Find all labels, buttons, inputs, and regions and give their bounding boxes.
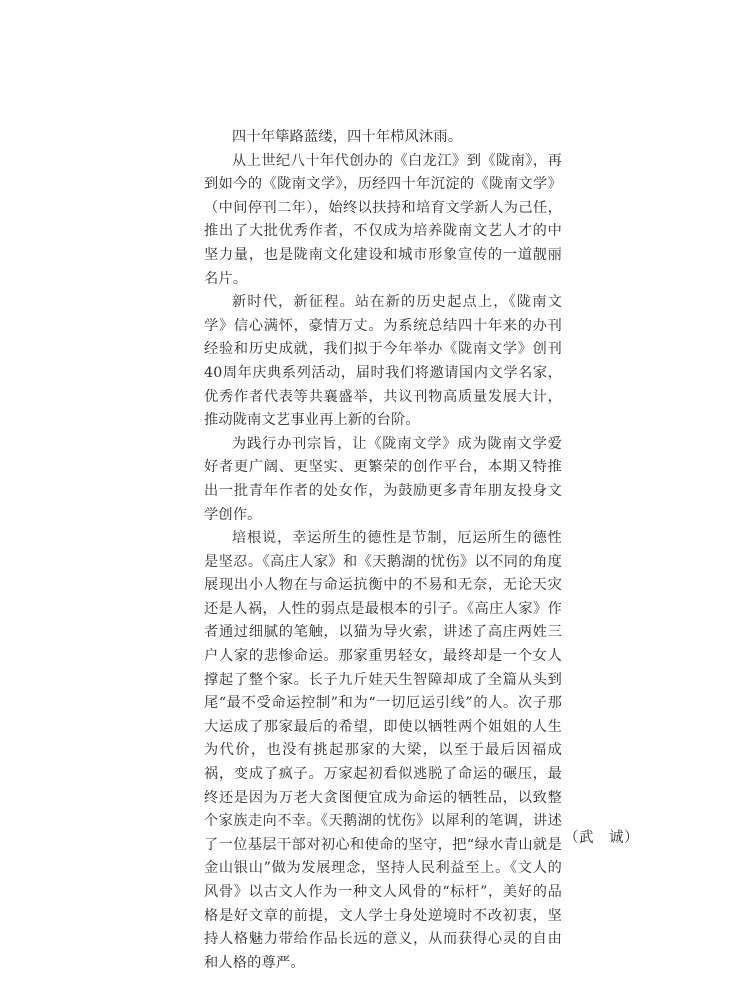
paragraph-5: 培根说，幸运所生的德性是节制，厄运所生的德性是坚忍。《高庄人家》和《天鹅湖的忧伤》以不同的角度展现出小人物在与命运抗衡中的不易和无奈，无论天灾还是人祸，人性的弱点是最根本的引子。《高庄人家》作者通过细腻的笔触，以猫为导火索，讲述了高庄两姓三户人家的悲惨命运。那家重男轻女，最终却是一个女人撑起了整个家。长子九斤娃天生智障却成了全篇从头到尾“最不受命运控制”和为“一切厄运引线”的人。次子那大运成了那家最后的希望，即使以牺牲两个姐姐的人生为代价，也没有挑起那家的大梁，以至于最后因福成祸，变成了疯子。万家起初看似逃脱了命运的碾压，最终还是因为万老大贪图便宜成为命运的牺牲品，以致整个家族走向不幸。《天鹅湖的忧伤》以犀利的笔调，讲述了一位基层干部对初心和使命的坚守，把“绿水青山就是金山银山”做为发展理念，坚持人民利益至上。《文人的风骨》以古文人作为一种文人风骨的“标杆”，美好的品格是好文章的前提，文人学士身处逆境时不改初衷，坚持人格魅力带给作品长远的意义，从而获得心灵的自由和人格的尊严。 (204, 530, 562, 971)
paragraph-1: 四十年筚路蓝缕，四十年栉风沐雨。 (232, 129, 463, 145)
author-signature: （武 诚） (564, 830, 639, 846)
editorial-body (204, 126, 562, 975)
paragraph-2: 从上世纪八十年代创办的《白龙江》到《陇南》，再到如今的《陇南文学》，历经四十年沉淀的《陇南文学》（中间停刊二年），始终以扶持和培育文学新人为己任，推出了大批优秀作者，不仅成为培养陇南文艺人才的中坚力量，也是陇南文化建设和城市形象宣传的一道靓丽名片。 (204, 152, 562, 287)
paragraph-4: 为践行办刊宗旨，让《陇南文学》成为陇南文学爱好者更广阔、更坚实、更繁荣的创作平台，本期又特推出一批青年作者的处女作，为鼓励更多青年朋友投身文学创作。 (204, 435, 562, 523)
paragraph-3: 新时代，新征程。站在新的历史起点上，《陇南文学》信心满怀，豪情万丈。为系统总结四十年来的办刊经验和历史成就，我们拟于今年举办《陇南文学》创刊40周年庆典系列活动，届时我们将邀请国内文学名家，优秀作者代表等共襄盛举，共议刊物高质量发展大计，推动陇南文艺事业再上新的台阶。 (204, 294, 562, 429)
